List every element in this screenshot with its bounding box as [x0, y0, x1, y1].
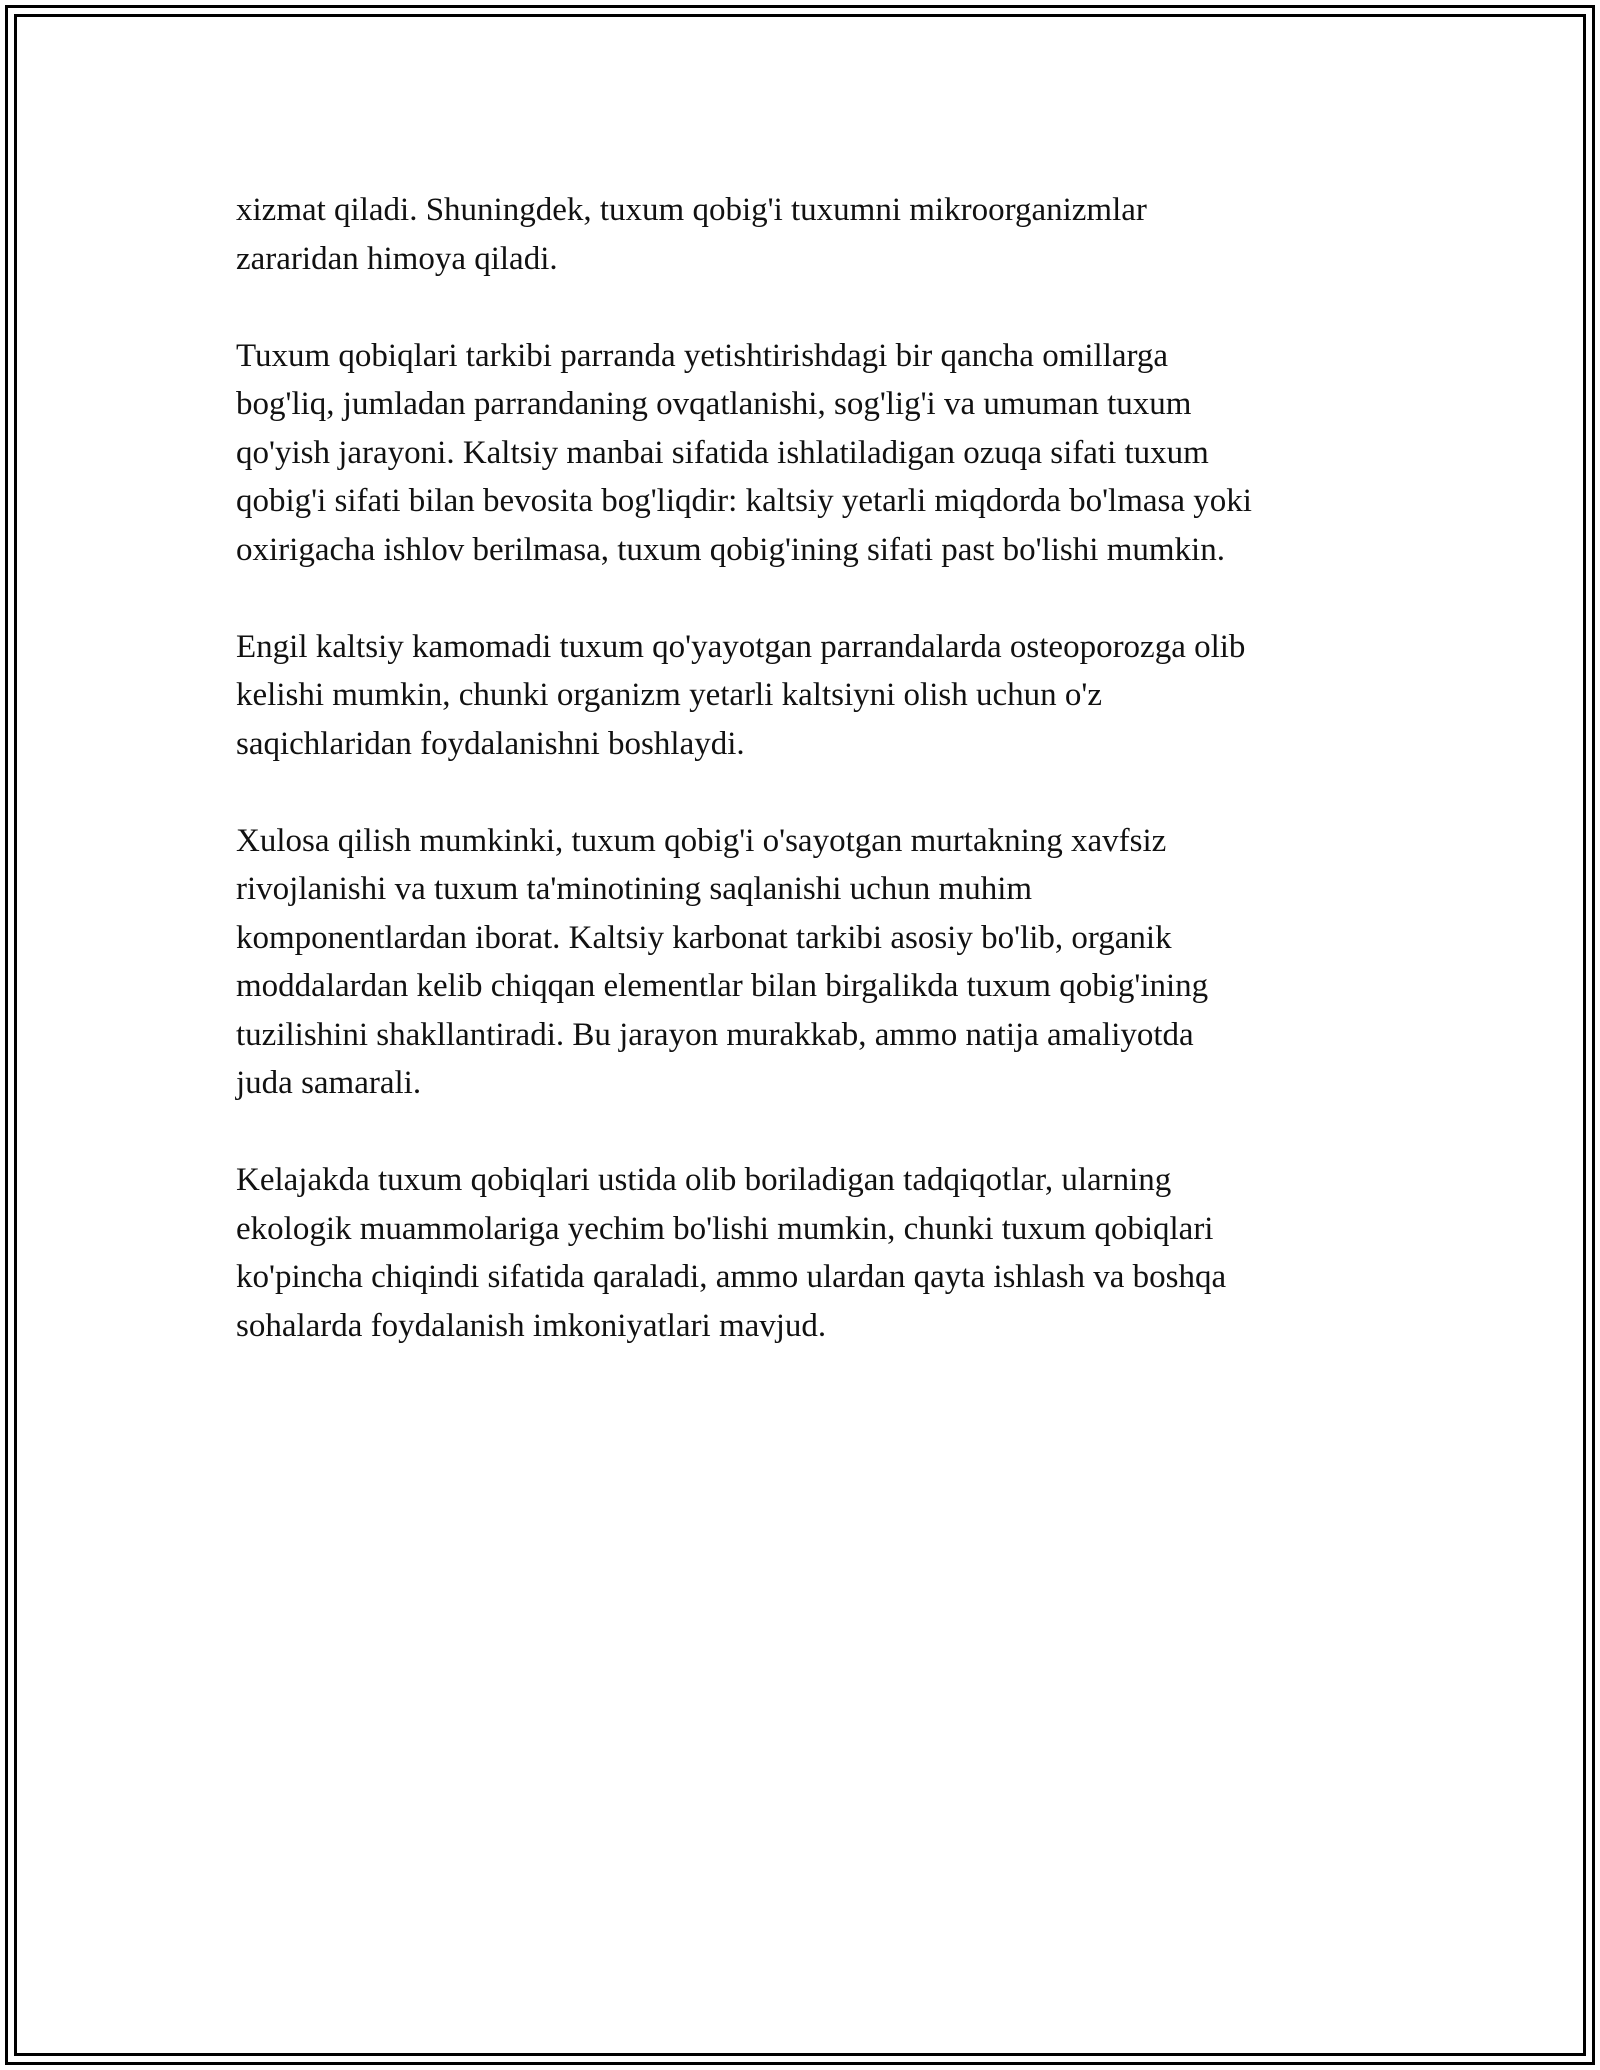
- paragraph-4: Xulosa qilish mumkinki, tuxum qobig'i o'sayotgan murtakning xavfsiz rivojlanishi va tuxum ta'minotining saqlanishi uchun muhim komponentlardan iborat. Kaltsiy karbonat tarkibi asosiy bo'lib, organik moddalardan kelib chiqqan elementlar bilan birgalikda tuxum qobig'ining tuzilishini shakllantiradi. Bu jarayon murakkab, ammo natija amaliyotda juda samarali.: [236, 822, 1209, 1101]
- paragraph-3: Engil kaltsiy kamomadi tuxum qo'yayotgan parrandalarda osteoporozga olib kelishi mumkin, chunki organizm yetarli kaltsiyni olish uchun o'z saqichlaridan foydalanishni boshlaydi.: [236, 628, 1246, 762]
- paragraph-1: xizmat qiladi. Shuningdek, tuxum qobig'i tuxumni mikroorganizmlar zararidan himoya qiladi.: [236, 192, 1147, 277]
- document-body: [236, 186, 1386, 1399]
- paragraph-5: Kelajakda tuxum qobiqlari ustida olib boriladigan tadqiqotlar, ularning ekologik muammolariga yechim bo'lishi mumkin, chunki tuxum qobiqlari ko'pincha chiqindi sifatida qaraladi, ammo ulardan qayta ishlash va boshqa sohalarda foydalanish imkoniyatlari mavjud.: [236, 1162, 1227, 1344]
- paragraph-2: Tuxum qobiqlari tarkibi parranda yetishtirishdagi bir qancha omillarga bog'liq, jumladan parrandaning ovqatlanishi, sog'lig'i va umuman tuxum qo'yish jarayoni. Kaltsiy manbai sifatida ishlatiladigan ozuqa sifati tuxum qobig'i sifati bilan bevosita bog'liqdir: kaltsiy yetarli miqdorda bo'lmasa yoki oxirigacha ishlov berilmasa, tuxum qobig'ining sifati past bo'lishi mumkin.: [236, 337, 1252, 568]
